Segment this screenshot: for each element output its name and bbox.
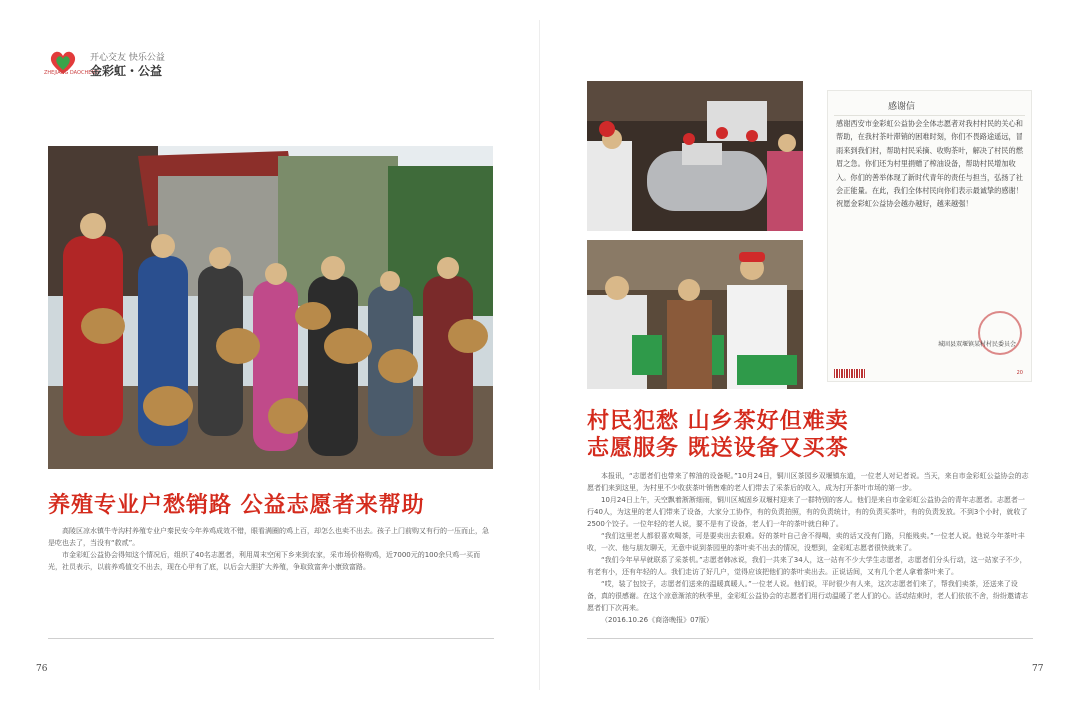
header-title: 金彩虹・公益: [90, 64, 163, 78]
body-paragraph-2: 市金彩虹公益协会得知这个情况后，组织了40名志愿者，利用周末空闲下乡来到农家，采市场价格购鸡，近7000元的100余只鸡一买而光，社员表示，以前养鸡值交不出去，现在心甲有了底，以后会大胆扩大养殖，争取致富奔小康致富路。: [48, 551, 481, 571]
body-paragraph-5: “哎，装了包饺子，志愿者们送来的温暖真暖人。”一位老人说。他们说，平时很少有人来，这次志愿者们来了，帮我们卖茶，还送来了设备，真的很感谢。在这个凉意渐浓的秋季里，金彩虹公益协会的志愿者们用行动温暖了老人们的心。活动结束时，老人们依依不舍，纷纷邀请志愿者们下次再来。: [587, 580, 1028, 612]
article-body: [587, 470, 1031, 626]
letter-footer: 20: [1016, 370, 1023, 376]
thank-you-letter: [827, 90, 1032, 382]
tea-selling-photo: [587, 240, 803, 389]
body-paragraph-1: 本报讯，“志愿者们也带来了榨油的设备呢。”10月24日，铜川区茶园乡双堰镇东道，一位老人对记者说。当天，来自市金彩虹公益协会的志愿者们来到这里，为村里不少收获茶叶销售难的老人们带去了采茶后的收入，成为打开茶叶市场的第一步。: [587, 472, 1029, 492]
letter-title: 感谢信: [888, 102, 916, 112]
article-headline: [587, 408, 849, 462]
chicken-volunteers-photo: [48, 146, 493, 469]
headline-line-1: 村民犯愁 山乡茶好但难卖: [587, 408, 849, 434]
footer-rule: [587, 638, 1033, 639]
page-number: 76: [36, 664, 48, 674]
red-seal-stamp: [978, 311, 1022, 355]
headline-line-2: 志愿服务 既送设备又买茶: [587, 435, 849, 461]
letter-rule: [834, 115, 1025, 116]
article-headline: 养殖专业户愁销路 公益志愿者来帮助: [48, 492, 425, 518]
right-page: [540, 0, 1080, 708]
letter-body: 感谢西安市金彩虹公益协会全体志愿者对我村村民的关心和帮助，在我村茶叶滞销的困难时刻，你们不畏路途遥远，冒雨来到我们村，帮助村民采摘、收购茶叶，解决了村民的燃眉之急。你们还为村里捐赠了榨油设备，帮助村民增加收入。你们的善举体现了新时代青年的责任与担当，弘扬了社会正能量。在此，我们全体村民向你们表示最诚挚的感谢！祝愿金彩虹公益协会越办越好，越来越强！: [836, 119, 1023, 209]
body-paragraph-1: 高陵区凉水镇牛寺沟村养殖专业户秦民安今年养鸡成效不错，眼看满圈的鸡上百，却怎么也卖不出去。孩子上门前购又有行的一压而止，急是吃也去了，当没有“救贰”。: [48, 527, 489, 547]
page-number: 77: [1032, 664, 1044, 674]
letter-signature: 城固县双堰镇某村村民委员会: [938, 341, 1017, 348]
body-paragraph-2: 10月24日上午，天空飘着淅淅细雨，铜川区城固乡双堰村迎来了一群特别的客人。他们是来自市金彩虹公益协会的青年志愿者。志愿者一行40人，为这里的老人们带来了设备，大家分工协作，有的负责拍照，有的负责统计，有的负责买茶叶，有的负责发放。不到3个小时，就收了2500个饺子。一位年轻的老人说，要不是有了设备，老人们一年的茶叶就白种了。: [587, 496, 1028, 528]
header-tagline: 开心交友 快乐公益: [90, 53, 165, 63]
body-paragraph-4: “我们今年早早就联系了采茶机。”志愿者韩冰说，我们一共来了34人，这一站有不少大学生志愿者，志愿者们分头行动，这一站家子不少，有老有小，还有年轻的人。我们走访了好几户，觉得应该把他们的茶叶卖出去。正说话间，又有几个老人拿着茶叶来了。: [587, 556, 1027, 576]
barcode-icon: [834, 369, 866, 378]
equipment-delivery-photo: [587, 81, 803, 231]
logo-text: ZHEJIANG DAOCHENG: [44, 70, 99, 76]
body-paragraph-3: “我们这里老人都很喜欢喝茶，可是要卖出去很难。好的茶叶自己舍不得喝，卖的话又没有门路，只能贱卖。”一位老人说。他说今年茶叶丰收，一次、他与朋友聊天，无意中说到茶园里的茶叶卖不出去的情况，没想到，金彩虹志愿者很快就来了。: [587, 532, 1025, 552]
source-citation: （2016.10.26《商洛晚报》07版）: [601, 616, 713, 624]
footer-rule: [48, 638, 494, 639]
article-body: [48, 525, 494, 573]
